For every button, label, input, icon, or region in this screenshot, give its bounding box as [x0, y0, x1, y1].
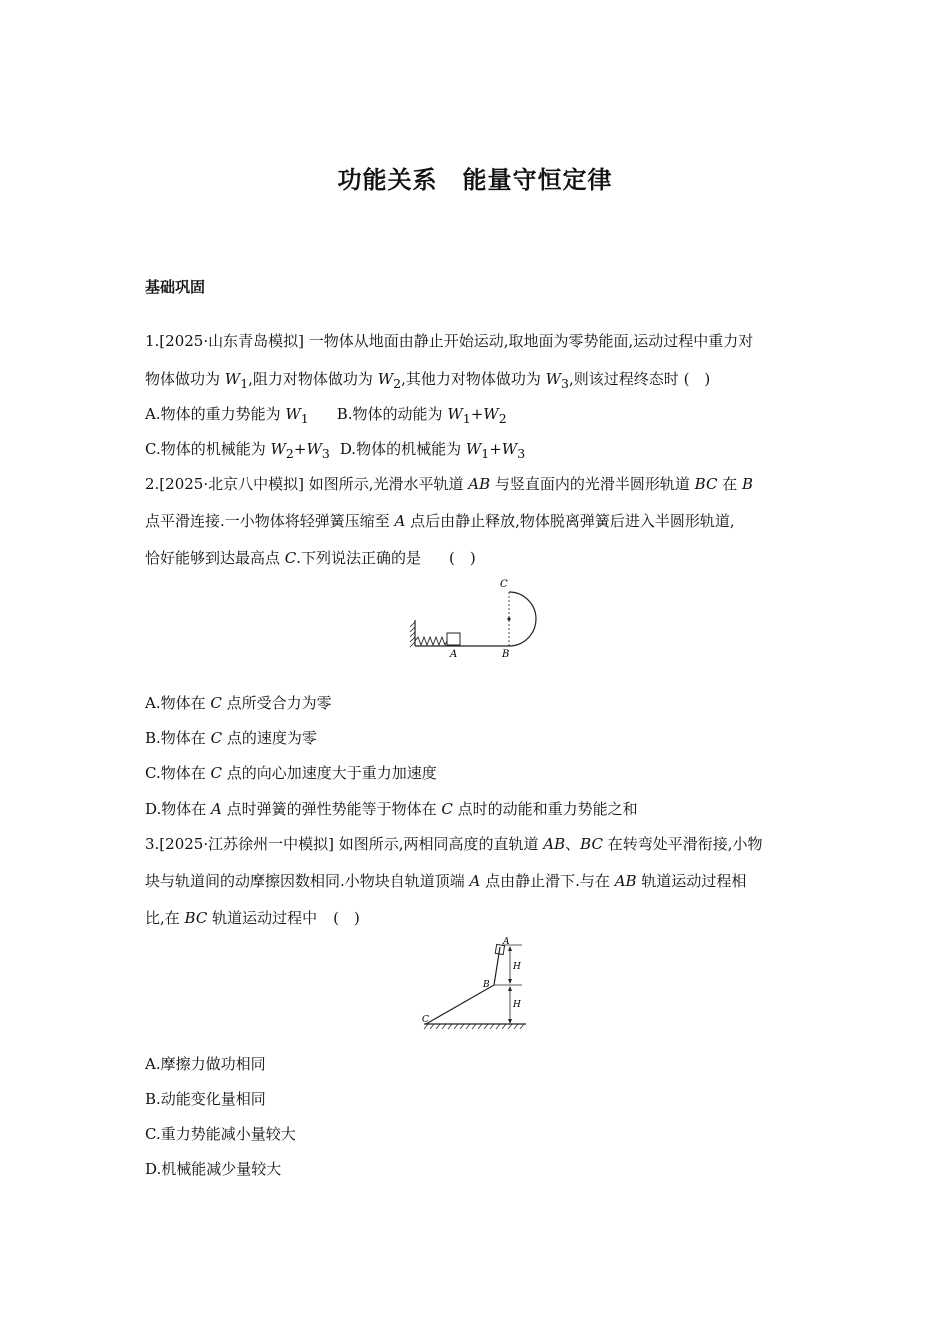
q3-option-b[interactable]: B.动能变化量相同 [145, 1090, 266, 1108]
q2-option-a[interactable]: A.物体在 C 点所受合力为零 [145, 694, 332, 712]
q2-stem-line2: 点平滑连接.一小物体将轻弹簧压缩至 A 点后由静止释放,物体脱离弹簧后进入半圆形轨道, [145, 512, 735, 530]
q2-stem-line1: 2.[2025·北京八中模拟] 如图所示,光滑水平轨道 AB 与竖直面内的光滑半圆形轨道 BC 在 B [145, 475, 754, 493]
fig2-label-b: B [502, 649, 510, 660]
q3-option-d[interactable]: D.机械能减少量较大 [145, 1160, 282, 1178]
q3-option-c[interactable]: C.重力势能减小量较大 [145, 1125, 296, 1143]
q1-option-d[interactable]: D.物体的机械能为 $W_1+W_3$ [339, 440, 526, 461]
fig3-label-b: B [483, 980, 490, 990]
q2-option-d[interactable]: D.物体在 A 点时弹簧的弹性势能等于物体在 C 点时的动能和重力势能之和 [145, 800, 638, 818]
section-heading: 基础巩固 [145, 278, 206, 296]
q2-stem-line3: 恰好能够到达最高点 C.下列说法正确的是 ( ) [145, 549, 476, 567]
q3-figure-inclines [418, 935, 533, 1035]
q1-stem-line2: 物体做功为 $W_1$,阻力对物体做功为 $W_2$,其他力对物体做功为 $W_3$,则该过程终态时 ( ) [145, 370, 711, 391]
q2-option-b[interactable]: B.物体在 C 点的速度为零 [145, 729, 317, 747]
page-title: 功能关系 能量守恒定律 [337, 166, 613, 194]
fig2-label-c: C [500, 579, 508, 590]
q1-stem-line1: 1.[2025·山东青岛模拟] 一物体从地面由静止开始运动,取地面为零势能面,运动过程中重力对 [145, 332, 754, 350]
fig3-label-a: A [503, 937, 510, 947]
q3-stem-line3: 比,在 BC 轨道运动过程中 ( ) [145, 909, 360, 927]
answer-bracket[interactable]: ( ) [449, 549, 476, 567]
q2-figure-track [405, 575, 550, 660]
q1-option-b[interactable]: B.物体的动能为 $W_1+W_2$ [336, 405, 507, 426]
q3-option-a[interactable]: A.摩擦力做功相同 [145, 1055, 266, 1073]
answer-bracket[interactable]: ( ) [683, 370, 711, 388]
fig3-label-c: C [422, 1015, 429, 1025]
q1-option-c[interactable]: C.物体的机械能为 $W_2+W_3$ [145, 440, 330, 461]
fig2-label-a: A [450, 649, 458, 660]
answer-bracket[interactable]: ( ) [333, 909, 360, 927]
q3-stem-line2: 块与轨道间的动摩擦因数相同.小物块自轨道顶端 A 点由静止滑下.与在 AB 轨道运动过程相 [145, 872, 747, 890]
fig3-label-h2: H [513, 1000, 521, 1010]
q1-options-ab [145, 403, 507, 426]
q2-option-c[interactable]: C.物体在 C 点的向心加速度大于重力加速度 [145, 764, 437, 782]
q1-options-cd [145, 438, 525, 461]
q3-stem-line1: 3.[2025·江苏徐州一中模拟] 如图所示,两相同高度的直轨道 AB、BC 在转弯处平滑衔接,小物 [145, 835, 763, 853]
fig3-label-h1: H [513, 962, 521, 972]
q1-option-a[interactable]: A.物体的重力势能为 $W_1$ [145, 405, 309, 426]
